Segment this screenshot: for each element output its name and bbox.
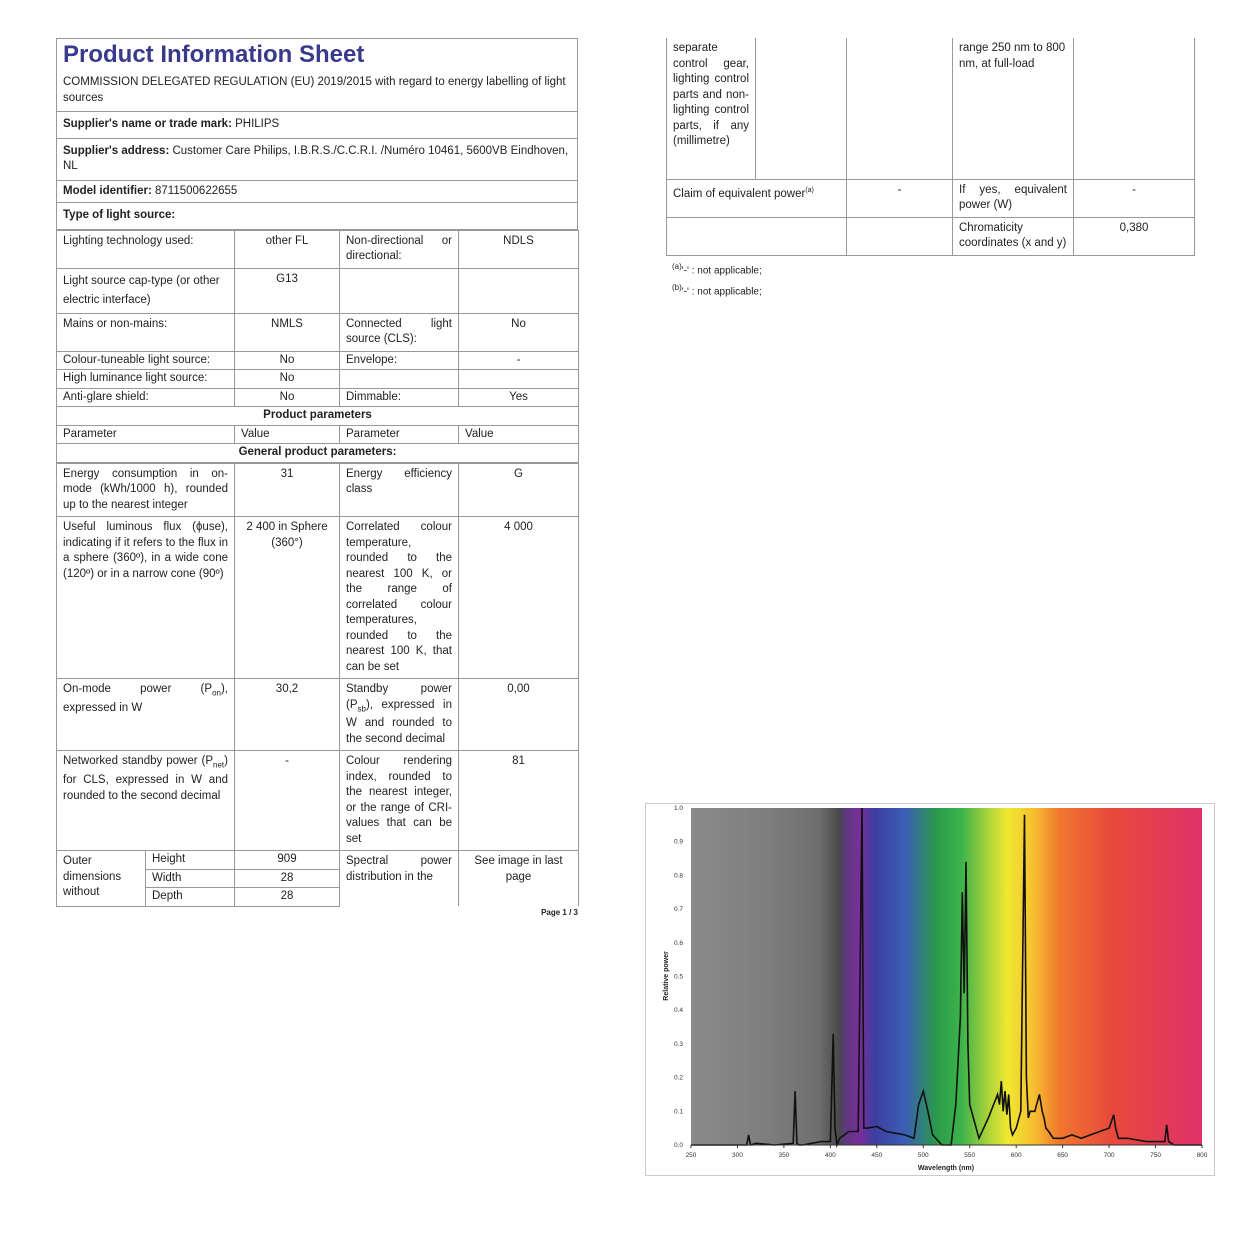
- table-row: [667, 217, 1195, 255]
- psb-label: [340, 679, 459, 751]
- type-table: [56, 230, 579, 463]
- row-value: other FL: [235, 230, 340, 268]
- y-tick-label: 0.8: [673, 872, 683, 880]
- row-label: [340, 268, 459, 313]
- width-label: Width: [146, 869, 235, 888]
- pnet-label-a: Networked standby power (P: [63, 755, 214, 768]
- y-tick-label: 0.7: [673, 906, 683, 914]
- regulation-text: COMMISSION DELEGATED REGULATION (EU) 2019/2015 with regard to energy labelling of light sources: [57, 71, 578, 112]
- table-row: [57, 313, 579, 351]
- x-tick-label: 350: [778, 1152, 790, 1159]
- depth-label: Depth: [146, 888, 235, 907]
- col-parameter-1: Parameter: [57, 425, 235, 444]
- psb-sub: sb: [357, 703, 366, 713]
- table-row: [57, 370, 579, 389]
- footnote-b-text: '-' : not applicable;: [681, 286, 762, 298]
- height-label: Height: [146, 851, 235, 870]
- table-row: [667, 38, 1195, 179]
- supplier-address-label: Supplier's address:: [63, 144, 170, 157]
- row-label: Light source cap-type (or other electric interface): [57, 268, 235, 313]
- eclass-label: Energy efficiency class: [340, 463, 459, 517]
- pon-label-b: ), expressed in W: [63, 683, 228, 714]
- row-label: Mains or non-mains:: [57, 313, 235, 351]
- footnote-a-text: '-' : not applicable;: [681, 264, 762, 276]
- footnote-b: [666, 279, 1194, 300]
- pon-value: 30,2: [235, 679, 340, 751]
- y-tick-label: 0.0: [673, 1142, 683, 1149]
- table-row: [57, 388, 579, 407]
- table-row: [57, 351, 579, 370]
- footnote-a-sup: (a): [672, 261, 682, 271]
- x-tick-label: 300: [732, 1152, 743, 1159]
- y-tick-label: 0.5: [673, 973, 683, 981]
- gear-value-cell: [756, 38, 847, 179]
- x-tick-label: 400: [824, 1152, 836, 1159]
- psb-value: 0,00: [459, 679, 579, 751]
- cct-label: Correlated colour temperature, rounded to the nearest 100 K, or the range of correlated colour temperatures, rounded to the nearest 100 K, that can be set: [340, 517, 459, 679]
- product-params-heading: Product parameters: [57, 407, 579, 426]
- spectral-chart-svg: [646, 804, 1214, 1175]
- col-value-1: Value: [235, 425, 340, 444]
- table-row: [667, 179, 1195, 217]
- page-1: [56, 38, 578, 917]
- table-row: [57, 751, 579, 851]
- row-label: Anti-glare shield:: [57, 388, 235, 407]
- row-value: No: [235, 351, 340, 370]
- row-label: Lighting technology used:: [57, 230, 235, 268]
- y-tick-label: 0.2: [673, 1074, 683, 1082]
- page-title: Product Information Sheet: [63, 41, 365, 68]
- claim-value: -: [847, 179, 953, 217]
- model-identifier: 8711500622655: [155, 184, 238, 197]
- row-label: [340, 370, 459, 389]
- gear-label: separate control gear, lighting control parts and non-lighting control parts, if any (millimetre): [667, 38, 756, 179]
- supplier-address: Customer Care Philips, I.B.R.S./C.C.R.I. /Numéro 10461, 5600VB Eindhoven, NL: [63, 144, 569, 172]
- height-value: 909: [235, 851, 340, 870]
- plot-background: [691, 808, 1202, 1145]
- row-value: [459, 268, 579, 313]
- header-table: [56, 38, 578, 230]
- x-tick-label: 500: [917, 1152, 929, 1159]
- flux-value: 2 400 in Sphere (360°): [235, 517, 340, 679]
- energy-label: Energy consumption in on-mode (kWh/1000 h), rounded up to the nearest integer: [57, 463, 235, 517]
- row-label: Colour-tuneable light source:: [57, 351, 235, 370]
- equiv-value: -: [1074, 179, 1195, 217]
- row-value: No: [459, 313, 579, 351]
- row-value: NMLS: [235, 313, 340, 351]
- x-tick-label: 700: [1103, 1152, 1115, 1159]
- row-label: High luminance light source:: [57, 370, 235, 389]
- claim-label: [667, 179, 847, 217]
- width-value: 28: [235, 869, 340, 888]
- type-heading: Type of light source:: [57, 203, 578, 230]
- energy-value: 31: [235, 463, 340, 517]
- row-value: Yes: [459, 388, 579, 407]
- flux-label: Useful luminous flux (ϕuse), indicating if it refers to the flux in a sphere (360º), in a wide cone (120º) or in a narrow cone (90º): [57, 517, 235, 679]
- table-row: [57, 463, 579, 517]
- empty-cell: [847, 217, 953, 255]
- cri-label: Colour rendering index, rounded to the nearest integer, or the range of CRI-values that can be set: [340, 751, 459, 851]
- pnet-label-b: ) for CLS, expressed in W and rounded to the second decimal: [63, 755, 228, 802]
- x-tick-label: 650: [1057, 1152, 1069, 1159]
- y-tick-label: 1.0: [673, 805, 683, 812]
- y-axis-label: Relative power: [663, 951, 670, 1001]
- x-tick-label: 450: [871, 1152, 883, 1159]
- page2-table: [666, 38, 1195, 256]
- table-row: [57, 851, 579, 870]
- equiv-label: If yes, equivalent power (W): [953, 179, 1074, 217]
- y-tick-label: 0.4: [673, 1007, 683, 1015]
- psb-label-b: ), expressed in W and rounded to the second decimal: [346, 698, 452, 745]
- x-tick-label: 550: [964, 1152, 976, 1159]
- page-2: [666, 38, 1194, 300]
- table-row: [57, 230, 579, 268]
- col-parameter-2: Parameter: [340, 425, 459, 444]
- cri-value: 81: [459, 751, 579, 851]
- empty-cell: [847, 38, 953, 179]
- supplier-name: PHILIPS: [235, 118, 280, 130]
- x-tick-label: 250: [685, 1152, 697, 1159]
- pon-label-a: On-mode power (P: [63, 683, 213, 695]
- claim-label-text: Claim of equivalent power: [673, 187, 806, 200]
- row-value: -: [459, 351, 579, 370]
- psb-label-a: Standby power (P: [346, 683, 452, 711]
- footnote-a: [666, 258, 1194, 279]
- page-number: Page 1 / 3: [541, 907, 578, 917]
- cct-value: 4 000: [459, 517, 579, 679]
- y-tick-label: 0.9: [673, 838, 683, 846]
- x-tick-label: 800: [1196, 1152, 1208, 1159]
- pon-sub: on: [212, 688, 221, 698]
- x-tick-label: 750: [1150, 1152, 1161, 1159]
- x-tick-label: 600: [1010, 1152, 1022, 1159]
- row-label: Non-directional or directional:: [340, 230, 459, 268]
- claim-sup: (a): [805, 186, 814, 194]
- table-row: [57, 517, 579, 679]
- general-params-heading: General product parameters:: [57, 444, 579, 463]
- spd-label: Spectral power distribution in the: [340, 851, 459, 907]
- row-value: No: [235, 388, 340, 407]
- row-value: G13: [235, 268, 340, 313]
- pnet-label: [57, 751, 235, 851]
- chroma-value: 0,380: [1074, 217, 1195, 255]
- eclass-value: G: [459, 463, 579, 517]
- y-tick-label: 0.1: [673, 1108, 683, 1116]
- footnote-b-sup: (b): [672, 282, 682, 292]
- outer-dimensions-label: Outer dimensions without: [57, 851, 146, 907]
- spectral-chart: [645, 803, 1215, 1176]
- model-label: Model identifier:: [63, 184, 152, 197]
- row-label: Envelope:: [340, 351, 459, 370]
- y-tick-label: 0.3: [673, 1040, 683, 1048]
- range-label: range 250 nm to 800 nm, at full-load: [953, 38, 1074, 179]
- chroma-label: Chromaticity coordinates (x and y): [953, 217, 1074, 255]
- table-row: [57, 679, 579, 751]
- empty-cell: [667, 217, 847, 255]
- y-tick-label: 0.6: [673, 939, 683, 947]
- supplier-name-label: Supplier's name or trade mark:: [63, 118, 232, 130]
- col-value-2: Value: [459, 425, 579, 444]
- table-row: [57, 268, 579, 313]
- row-value: NDLS: [459, 230, 579, 268]
- depth-value: 28: [235, 888, 340, 907]
- row-label: Connected light source (CLS):: [340, 313, 459, 351]
- row-label: Dimmable:: [340, 388, 459, 407]
- pon-label: [57, 679, 235, 751]
- pnet-value: -: [235, 751, 340, 851]
- pnet-sub: net: [213, 760, 225, 770]
- spd-value: See image in last page: [459, 851, 579, 907]
- range-value-cell: [1074, 38, 1195, 179]
- row-value: No: [235, 370, 340, 389]
- params-table: [56, 463, 579, 907]
- x-axis-label: Wavelength (nm): [917, 1165, 975, 1172]
- row-value: [459, 370, 579, 389]
